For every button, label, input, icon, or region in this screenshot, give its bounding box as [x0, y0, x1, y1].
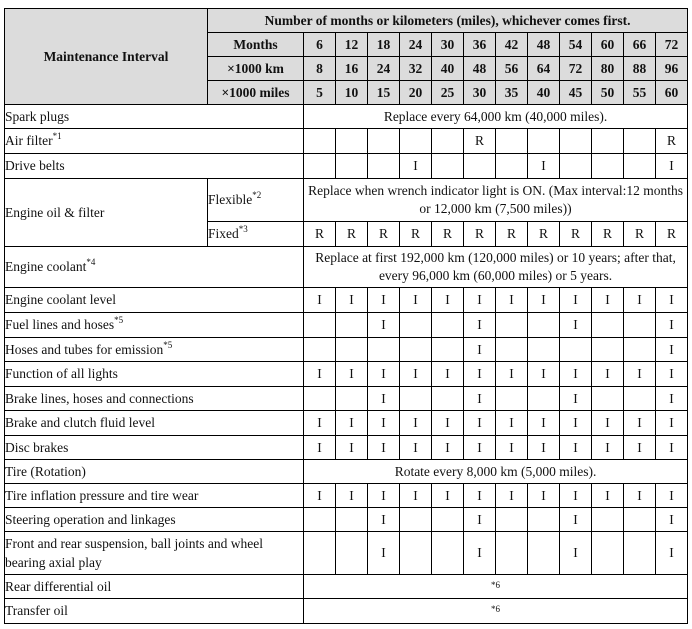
- schedule-mark-cell: [592, 387, 624, 411]
- schedule-mark-cell: I: [528, 362, 560, 387]
- schedule-mark-cell: I: [656, 508, 688, 532]
- schedule-mark-cell: I: [624, 411, 656, 436]
- schedule-mark-cell: [496, 129, 528, 154]
- interval-value: 56: [496, 57, 528, 81]
- schedule-mark-cell: [560, 129, 592, 154]
- schedule-mark-cell: R: [624, 222, 656, 247]
- schedule-mark-cell: [528, 387, 560, 411]
- schedule-mark-cell: I: [464, 484, 496, 508]
- footnote-ref: *1: [52, 131, 62, 141]
- schedule-mark-cell: [400, 508, 432, 532]
- item-label: Brake lines, hoses and connections: [5, 387, 304, 411]
- schedule-mark-cell: I: [528, 436, 560, 460]
- schedule-mark-cell: [496, 387, 528, 411]
- schedule-mark-cell: I: [304, 484, 336, 508]
- schedule-mark-cell: I: [368, 484, 400, 508]
- item-label: Front and rear suspension, ball joints and wheel bearing axial play: [5, 532, 304, 575]
- interval-unit-label: Months: [208, 33, 304, 57]
- schedule-mark-cell: I: [528, 288, 560, 313]
- table-row-disc-brakes: [5, 436, 688, 460]
- schedule-mark-cell: I: [496, 484, 528, 508]
- schedule-mark-cell: I: [464, 436, 496, 460]
- schedule-mark-cell: I: [464, 362, 496, 387]
- schedule-mark-cell: I: [656, 338, 688, 362]
- sub-label-flexible: [208, 179, 304, 222]
- interval-value: 60: [656, 81, 688, 105]
- interval-note: Replace at first 192,000 km (120,000 miles) or 10 years; after that, every 96,000 km (60,000 miles) or 5 years.: [304, 247, 688, 288]
- schedule-mark-cell: I: [464, 288, 496, 313]
- schedule-mark-cell: [496, 508, 528, 532]
- interval-value: 30: [464, 81, 496, 105]
- schedule-mark-cell: [400, 532, 432, 575]
- schedule-mark-cell: [368, 338, 400, 362]
- item-label: [5, 129, 304, 154]
- schedule-mark-cell: I: [304, 362, 336, 387]
- interval-value: 40: [432, 57, 464, 81]
- schedule-mark-cell: R: [560, 222, 592, 247]
- schedule-mark-cell: [432, 338, 464, 362]
- schedule-mark-cell: I: [432, 362, 464, 387]
- schedule-mark-cell: [624, 508, 656, 532]
- schedule-mark-cell: I: [368, 436, 400, 460]
- schedule-mark-cell: [400, 338, 432, 362]
- interval-value: 18: [368, 33, 400, 57]
- schedule-mark-cell: [528, 129, 560, 154]
- schedule-mark-cell: [432, 387, 464, 411]
- schedule-mark-cell: I: [432, 288, 464, 313]
- table-row-air-filter: [5, 129, 688, 154]
- schedule-mark-cell: I: [496, 411, 528, 436]
- schedule-mark-cell: [336, 129, 368, 154]
- interval-value: 20: [400, 81, 432, 105]
- schedule-mark-cell: I: [400, 362, 432, 387]
- schedule-mark-cell: I: [400, 436, 432, 460]
- schedule-mark-cell: I: [336, 436, 368, 460]
- footnote-ref: *6: [491, 579, 501, 590]
- schedule-mark-cell: [560, 338, 592, 362]
- schedule-mark-cell: I: [560, 387, 592, 411]
- schedule-mark-cell: [304, 154, 336, 179]
- schedule-mark-cell: I: [368, 362, 400, 387]
- schedule-mark-cell: [432, 508, 464, 532]
- schedule-mark-cell: [624, 313, 656, 338]
- interval-unit-label: ×1000 miles: [208, 81, 304, 105]
- schedule-mark-cell: I: [304, 411, 336, 436]
- schedule-mark-cell: R: [592, 222, 624, 247]
- table-row-tire-rotation: [5, 460, 688, 484]
- schedule-mark-cell: I: [400, 484, 432, 508]
- schedule-mark-cell: I: [464, 338, 496, 362]
- schedule-mark-cell: [432, 129, 464, 154]
- interval-value: 72: [656, 33, 688, 57]
- schedule-mark-cell: R: [464, 129, 496, 154]
- footnote-ref: *4: [86, 257, 96, 267]
- schedule-mark-cell: R: [368, 222, 400, 247]
- schedule-mark-cell: [496, 313, 528, 338]
- schedule-mark-cell: [368, 129, 400, 154]
- schedule-mark-cell: I: [464, 508, 496, 532]
- interval-value: 36: [464, 33, 496, 57]
- schedule-mark-cell: I: [560, 484, 592, 508]
- schedule-mark-cell: I: [496, 288, 528, 313]
- schedule-mark-cell: I: [368, 288, 400, 313]
- table-row-spark-plugs: [5, 105, 688, 129]
- interval-value: 64: [528, 57, 560, 81]
- schedule-mark-cell: I: [464, 387, 496, 411]
- schedule-mark-cell: [400, 313, 432, 338]
- schedule-mark-cell: [528, 338, 560, 362]
- schedule-mark-cell: [560, 154, 592, 179]
- schedule-mark-cell: I: [496, 362, 528, 387]
- schedule-mark-cell: I: [528, 411, 560, 436]
- table-row-engine-coolant: [5, 247, 688, 288]
- table-row-drive-belts: [5, 154, 688, 179]
- schedule-mark-cell: [496, 154, 528, 179]
- schedule-mark-cell: [592, 129, 624, 154]
- schedule-mark-cell: I: [656, 436, 688, 460]
- schedule-mark-cell: I: [656, 362, 688, 387]
- interval-value: 48: [464, 57, 496, 81]
- schedule-mark-cell: I: [368, 387, 400, 411]
- schedule-mark-cell: I: [656, 154, 688, 179]
- interval-value: 45: [560, 81, 592, 105]
- table-row-emission-hoses: [5, 338, 688, 362]
- schedule-mark-cell: I: [464, 313, 496, 338]
- schedule-mark-cell: [304, 532, 336, 575]
- schedule-mark-cell: [368, 154, 400, 179]
- schedule-mark-cell: [592, 338, 624, 362]
- schedule-mark-cell: [528, 532, 560, 575]
- schedule-mark-cell: I: [656, 313, 688, 338]
- item-label: Rear differential oil: [5, 575, 304, 599]
- schedule-mark-cell: I: [656, 288, 688, 313]
- table-row-fuel-lines: [5, 313, 688, 338]
- item-label: Transfer oil: [5, 599, 304, 624]
- item-label-text: Hoses and tubes for emission: [5, 341, 164, 357]
- schedule-mark-cell: R: [304, 222, 336, 247]
- schedule-mark-cell: [592, 508, 624, 532]
- schedule-mark-cell: I: [496, 436, 528, 460]
- table-row-steering: [5, 508, 688, 532]
- schedule-mark-cell: [464, 154, 496, 179]
- schedule-mark-cell: I: [560, 313, 592, 338]
- interval-value: 24: [368, 57, 400, 81]
- item-label: Tire inflation pressure and tire wear: [5, 484, 304, 508]
- table-row-brake-lines: [5, 387, 688, 411]
- schedule-mark-cell: I: [336, 288, 368, 313]
- schedule-mark-cell: [528, 313, 560, 338]
- item-label: Steering operation and linkages: [5, 508, 304, 532]
- item-label-text: Air filter: [5, 133, 53, 148]
- interval-value: 32: [400, 57, 432, 81]
- schedule-mark-cell: [624, 129, 656, 154]
- interval-value: 88: [624, 57, 656, 81]
- schedule-mark-cell: I: [592, 288, 624, 313]
- schedule-mark-cell: I: [368, 313, 400, 338]
- schedule-mark-cell: [624, 387, 656, 411]
- interval-value: 8: [304, 57, 336, 81]
- interval-value: 72: [560, 57, 592, 81]
- schedule-mark-cell: I: [656, 411, 688, 436]
- interval-value: 5: [304, 81, 336, 105]
- table-row-engine-oil-flexible: [5, 179, 688, 222]
- table-row-brake-fluid: [5, 411, 688, 436]
- item-label: Spark plugs: [5, 105, 304, 129]
- footnote-ref: *2: [252, 190, 262, 200]
- schedule-mark-cell: I: [592, 436, 624, 460]
- item-label: [5, 313, 304, 338]
- schedule-mark-cell: [528, 508, 560, 532]
- interval-value: 15: [368, 81, 400, 105]
- schedule-mark-cell: I: [304, 436, 336, 460]
- item-label: Drive belts: [5, 154, 304, 179]
- interval-span-header: Number of months or kilometers (miles), whichever comes first.: [208, 9, 688, 33]
- item-label: Engine coolant level: [5, 288, 304, 313]
- schedule-mark-cell: [496, 338, 528, 362]
- item-label: [5, 247, 304, 288]
- interval-value: 10: [336, 81, 368, 105]
- schedule-mark-cell: [592, 532, 624, 575]
- interval-value: 40: [528, 81, 560, 105]
- footnote-ref: *6: [491, 604, 501, 614]
- item-label: [5, 338, 304, 362]
- table-body: [5, 105, 688, 624]
- schedule-mark-cell: I: [528, 154, 560, 179]
- interval-value: 25: [432, 81, 464, 105]
- table-header: [5, 9, 688, 105]
- interval-value: 42: [496, 33, 528, 57]
- interval-value: 54: [560, 33, 592, 57]
- table-row-rear-differential: [5, 575, 688, 599]
- schedule-mark-cell: R: [400, 222, 432, 247]
- schedule-mark-cell: I: [336, 484, 368, 508]
- schedule-mark-cell: I: [560, 362, 592, 387]
- schedule-mark-cell: [592, 313, 624, 338]
- schedule-mark-cell: R: [336, 222, 368, 247]
- schedule-mark-cell: [336, 508, 368, 532]
- schedule-mark-cell: [336, 154, 368, 179]
- schedule-mark-cell: I: [400, 154, 432, 179]
- interval-value: 24: [400, 33, 432, 57]
- footnote-ref: *5: [114, 315, 124, 325]
- schedule-mark-cell: [432, 532, 464, 575]
- schedule-mark-cell: I: [592, 362, 624, 387]
- schedule-mark-cell: R: [656, 222, 688, 247]
- schedule-mark-cell: [304, 338, 336, 362]
- item-label: Tire (Rotation): [5, 460, 304, 484]
- schedule-mark-cell: I: [432, 484, 464, 508]
- interval-value: 96: [656, 57, 688, 81]
- schedule-mark-cell: I: [400, 288, 432, 313]
- item-label-text: Fuel lines and hoses: [5, 317, 115, 332]
- schedule-mark-cell: [624, 154, 656, 179]
- item-label: Engine oil & filter: [5, 179, 208, 247]
- schedule-mark-cell: I: [592, 411, 624, 436]
- interval-note: Rotate every 8,000 km (5,000 miles).: [304, 460, 688, 484]
- interval-value: 48: [528, 33, 560, 57]
- schedule-mark-cell: [624, 532, 656, 575]
- interval-value: 55: [624, 81, 656, 105]
- schedule-mark-cell: [432, 154, 464, 179]
- schedule-mark-cell: I: [656, 484, 688, 508]
- schedule-mark-cell: R: [656, 129, 688, 154]
- maintenance-schedule-table: [4, 8, 688, 624]
- schedule-mark-cell: [624, 338, 656, 362]
- schedule-mark-cell: I: [464, 532, 496, 575]
- schedule-mark-cell: [400, 129, 432, 154]
- schedule-mark-cell: [496, 532, 528, 575]
- schedule-mark-cell: [304, 129, 336, 154]
- item-label: Disc brakes: [5, 436, 304, 460]
- table-row-transfer-oil: [5, 599, 688, 624]
- table-row-lights: [5, 362, 688, 387]
- schedule-mark-cell: R: [432, 222, 464, 247]
- schedule-mark-cell: [336, 532, 368, 575]
- schedule-mark-cell: [336, 338, 368, 362]
- schedule-mark-cell: [400, 387, 432, 411]
- schedule-mark-cell: I: [528, 484, 560, 508]
- maintenance-interval-header: Maintenance Interval: [5, 9, 208, 105]
- schedule-mark-cell: I: [464, 411, 496, 436]
- schedule-mark-cell: I: [624, 484, 656, 508]
- schedule-mark-cell: R: [496, 222, 528, 247]
- table-row-suspension: [5, 532, 688, 575]
- table-row-tire-pressure: [5, 484, 688, 508]
- item-label: Brake and clutch fluid level: [5, 411, 304, 436]
- schedule-mark-cell: [336, 313, 368, 338]
- schedule-mark-cell: I: [560, 436, 592, 460]
- schedule-mark-cell: I: [560, 532, 592, 575]
- schedule-mark-cell: I: [400, 411, 432, 436]
- interval-value: 66: [624, 33, 656, 57]
- interval-value: 35: [496, 81, 528, 105]
- schedule-mark-cell: I: [368, 508, 400, 532]
- interval-note: [304, 575, 688, 599]
- item-label: Function of all lights: [5, 362, 304, 387]
- schedule-mark-cell: I: [368, 411, 400, 436]
- sub-label-text: Fixed: [208, 226, 239, 241]
- schedule-mark-cell: I: [656, 532, 688, 575]
- interval-note: Replace when wrench indicator light is ON. (Max interval:12 months or 12,000 km (7,500 miles)): [304, 179, 688, 222]
- schedule-mark-cell: I: [304, 288, 336, 313]
- schedule-mark-cell: I: [432, 411, 464, 436]
- interval-value: 80: [592, 57, 624, 81]
- schedule-mark-cell: R: [464, 222, 496, 247]
- schedule-mark-cell: [592, 154, 624, 179]
- footnote-ref: *3: [238, 224, 248, 234]
- schedule-mark-cell: I: [432, 436, 464, 460]
- schedule-mark-cell: [304, 313, 336, 338]
- schedule-mark-cell: I: [624, 362, 656, 387]
- sub-label-fixed: [208, 222, 304, 247]
- interval-value: 12: [336, 33, 368, 57]
- interval-unit-label: ×1000 km: [208, 57, 304, 81]
- schedule-mark-cell: I: [336, 411, 368, 436]
- schedule-mark-cell: R: [528, 222, 560, 247]
- footnote-ref: *5: [163, 339, 173, 350]
- schedule-mark-cell: [432, 313, 464, 338]
- interval-value: 60: [592, 33, 624, 57]
- schedule-mark-cell: I: [656, 387, 688, 411]
- schedule-mark-cell: I: [560, 411, 592, 436]
- interval-value: 30: [432, 33, 464, 57]
- schedule-mark-cell: I: [592, 484, 624, 508]
- schedule-mark-cell: I: [368, 532, 400, 575]
- schedule-mark-cell: [304, 508, 336, 532]
- sub-label-text: Flexible: [208, 192, 253, 207]
- interval-note: [304, 599, 688, 624]
- table-row-coolant-level: [5, 288, 688, 313]
- item-label-text: Engine coolant: [5, 259, 87, 274]
- interval-value: 50: [592, 81, 624, 105]
- schedule-mark-cell: I: [336, 362, 368, 387]
- interval-value: 16: [336, 57, 368, 81]
- interval-value: 6: [304, 33, 336, 57]
- schedule-mark-cell: I: [560, 288, 592, 313]
- schedule-mark-cell: I: [624, 436, 656, 460]
- schedule-mark-cell: [336, 387, 368, 411]
- schedule-mark-cell: I: [624, 288, 656, 313]
- schedule-mark-cell: [304, 387, 336, 411]
- interval-note: Replace every 64,000 km (40,000 miles).: [304, 105, 688, 129]
- schedule-mark-cell: I: [560, 508, 592, 532]
